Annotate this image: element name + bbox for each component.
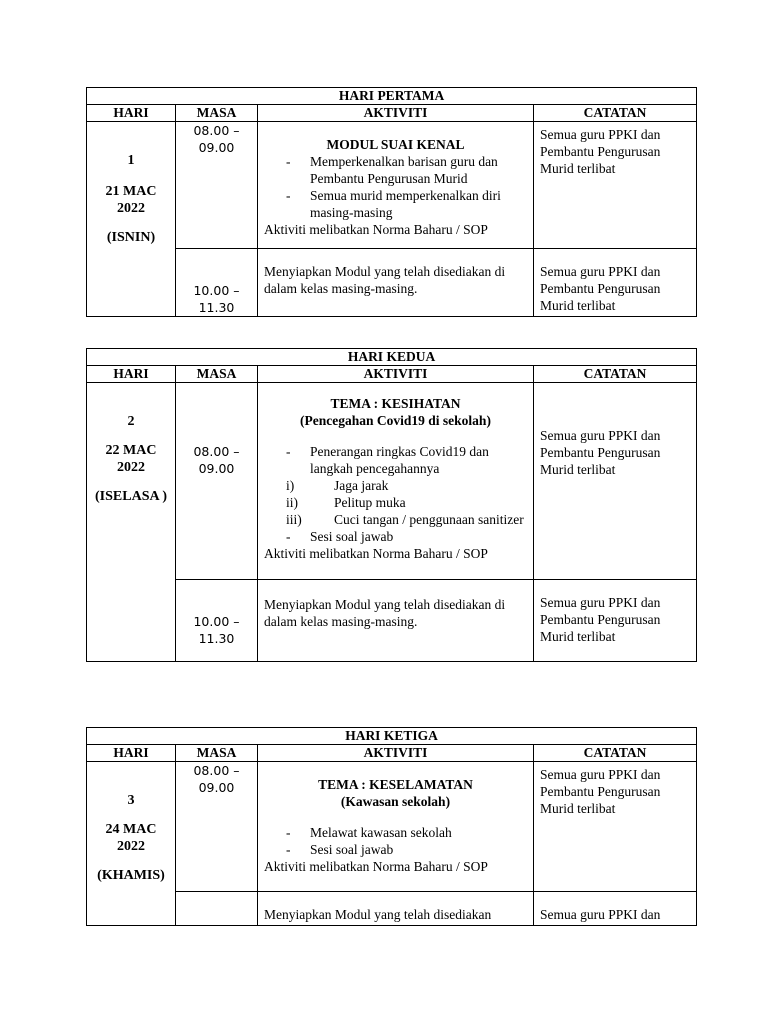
day3-title: HARI KETIGA (87, 728, 697, 745)
roman-numeral: i) (286, 478, 295, 493)
roman-numeral: iii) (286, 512, 302, 527)
day2-activity-subtitle: (Pencegahan Covid19 di sekolah) (300, 413, 491, 428)
day3-number: 3 (127, 793, 135, 808)
day3-slot2-aktiviti: Menyiapkan Modul yang telah disediakan (258, 892, 534, 926)
header-masa: MASA (176, 105, 258, 122)
day1-slot2-masa-start: 10.00 – (193, 283, 240, 298)
day1-activity-list (264, 153, 527, 221)
day3-slot2-catatan: Semua guru PPKI dan (534, 892, 697, 926)
day1-slot1-masa (176, 122, 258, 249)
day3-slot1-catatan: Semua guru PPKI dan Pembantu Pengurusan Murid terlibat (534, 762, 697, 892)
header-catatan: CATATAN (534, 105, 697, 122)
day3-slot1-masa-end: 09.00 (198, 780, 235, 795)
header-masa: MASA (176, 745, 258, 762)
day2-activity-list (264, 443, 527, 477)
day1-activity-footer: Aktiviti melibatkan Norma Baharu / SOP (264, 222, 488, 237)
day3-slot1-aktiviti (258, 762, 534, 892)
header-catatan: CATATAN (534, 745, 697, 762)
day2-slot2-catatan: Semua guru PPKI dan Pembantu Pengurusan Murid terlibat (534, 580, 697, 662)
day1-activity-title: MODUL SUAI KENAL (326, 137, 465, 152)
list-item: - Sesi soal jawab (264, 841, 527, 858)
day3-slot1-masa (176, 762, 258, 892)
day2-slot1-masa (176, 383, 258, 580)
header-hari: HARI (87, 366, 176, 383)
day2-table (86, 348, 697, 662)
day2-date: 22 MAC 2022 (105, 443, 157, 475)
header-aktiviti: AKTIVITI (258, 745, 534, 762)
day1-slot2-masa (176, 249, 258, 317)
day1-title: HARI PERTAMA (87, 88, 697, 105)
day3-slot2-masa (176, 892, 258, 926)
day1-date: 21 MAC 2022 (105, 184, 157, 216)
day2-activity-title: TEMA : KESIHATAN (330, 396, 461, 411)
header-hari: HARI (87, 105, 176, 122)
header-aktiviti: AKTIVITI (258, 366, 534, 383)
list-item (264, 494, 527, 511)
day2-hari-cell (87, 383, 176, 662)
list-item: - Memperkenalkan barisan guru dan Pembantu Pengurusan Murid (264, 153, 527, 187)
day1-table (86, 87, 697, 317)
day3-weekday: (KHAMIS) (97, 868, 165, 883)
day2-slot1-masa-start: 08.00 – (193, 444, 240, 459)
roman-text: Jaga jarak (334, 478, 389, 493)
day2-slot2-masa-start: 10.00 – (193, 614, 240, 629)
list-item: - Melawat kawasan sekolah (264, 824, 527, 841)
day2-slot1-aktiviti (258, 383, 534, 580)
list-item: - Semua murid memperkenalkan diri masing-masing (264, 187, 527, 221)
day2-slot1-masa-end: 09.00 (198, 461, 235, 476)
day1-slot2-aktiviti: Menyiapkan Modul yang telah disediakan di dalam kelas masing-masing. (258, 249, 534, 317)
day1-weekday: (ISNIN) (106, 230, 156, 245)
day1-slot1-aktiviti (258, 122, 534, 249)
day1-slot2-catatan: Semua guru PPKI dan Pembantu Pengurusan Murid terlibat (534, 249, 697, 317)
list-item (264, 511, 527, 528)
day2-slot1-catatan: Semua guru PPKI dan Pembantu Pengurusan Murid terlibat (534, 383, 697, 580)
day1-slot1-masa-start: 08.00 – (193, 123, 240, 138)
day1-number: 1 (127, 153, 135, 168)
day2-number: 2 (127, 414, 135, 429)
roman-text: Pelitup muka (334, 495, 406, 510)
header-catatan: CATATAN (534, 366, 697, 383)
day2-activity-footer: Aktiviti melibatkan Norma Baharu / SOP (264, 546, 488, 561)
list-item: - Penerangan ringkas Covid19 dan langkah pencegahannya (264, 443, 527, 477)
day2-title: HARI KEDUA (87, 349, 697, 366)
day1-slot2-masa-end: 11.30 (198, 300, 235, 315)
day2-slot2-masa (176, 580, 258, 662)
day3-activity-title: TEMA : KESELAMATAN (318, 777, 473, 792)
day3-activity-footer: Aktiviti melibatkan Norma Baharu / SOP (264, 859, 488, 874)
roman-numeral: ii) (286, 495, 298, 510)
day2-slot2-aktiviti: Menyiapkan Modul yang telah disediakan di dalam kelas masing-masing. (258, 580, 534, 662)
day2-slot2-masa-end: 11.30 (198, 631, 235, 646)
day1-slot1-masa-end: 09.00 (198, 140, 235, 155)
day2-weekday: (ISELASA ) (95, 489, 167, 504)
day2-activity-list-2 (264, 528, 527, 545)
day3-table (86, 727, 697, 926)
day3-activity-subtitle: (Kawasan sekolah) (340, 794, 451, 809)
day3-date: 24 MAC 2022 (105, 822, 157, 854)
day3-hari-cell (87, 762, 176, 926)
day1-slot1-catatan: Semua guru PPKI dan Pembantu Pengurusan Murid terlibat (534, 122, 697, 249)
day3-slot1-masa-start: 08.00 – (193, 763, 240, 778)
list-item: - Sesi soal jawab (264, 528, 527, 545)
list-item (264, 477, 527, 494)
header-hari: HARI (87, 745, 176, 762)
day3-activity-list (264, 824, 527, 858)
day1-hari-cell (87, 122, 176, 317)
header-aktiviti: AKTIVITI (258, 105, 534, 122)
day2-roman-list (264, 477, 527, 528)
roman-text: Cuci tangan / penggunaan sanitizer (334, 512, 524, 527)
header-masa: MASA (176, 366, 258, 383)
